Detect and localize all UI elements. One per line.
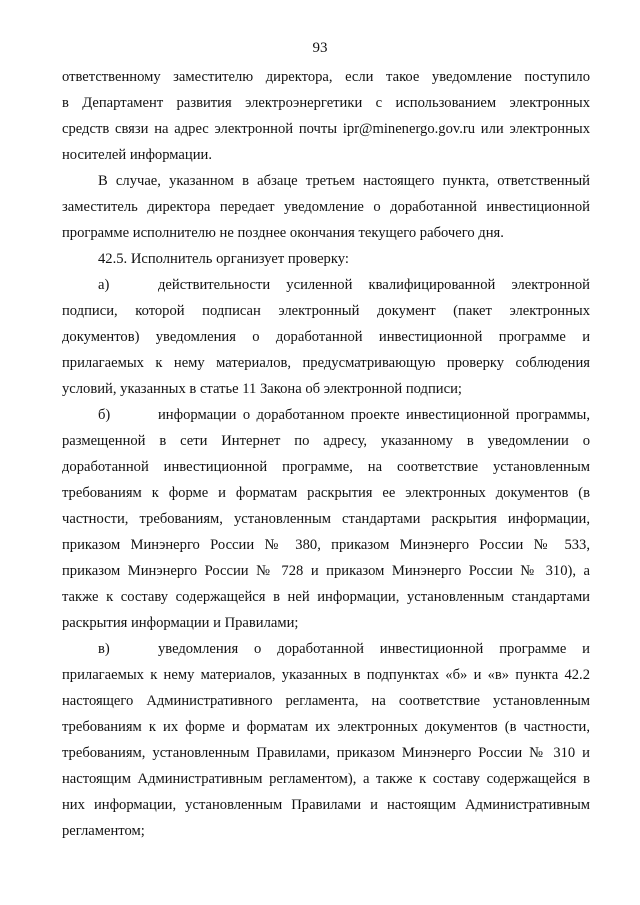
- list-item-a: [62, 272, 590, 402]
- list-item-label: а): [98, 277, 110, 293]
- text-line: настоящим Административным регламентом), а также к составу содержащейся в: [62, 771, 590, 787]
- text-line: подписи, которой подписан электронный документ (пакет электронных: [62, 303, 590, 319]
- text-line: размещенной в сети Интернет по адресу, указанному в уведомлении о: [62, 433, 590, 449]
- text-line: требованиям, установленным Правилами, приказом Минэнерго России № 310 и: [62, 745, 590, 761]
- text-line: требованиям к форме и форматам раскрытия ее электронных документов (в: [62, 485, 590, 501]
- text-line: 42.5. Исполнитель организует проверку:: [98, 251, 349, 267]
- text-line: [62, 636, 590, 662]
- text-line-content: уведомления о доработанной инвестиционной программе и: [158, 641, 590, 657]
- text-line: заместитель директора передает уведомление о доработанной инвестиционной: [62, 199, 590, 215]
- text-line: доработанной инвестиционной программе, на соответствие установленным: [62, 459, 590, 475]
- text-line: регламентом;: [62, 823, 145, 839]
- text-line-content: информации о доработанном проекте инвестиционной программы,: [158, 407, 590, 423]
- text-line: ответственному заместителю директора, если такое уведомление поступило: [62, 69, 590, 85]
- text-line: В случае, указанном в абзаце третьем настоящего пункта, ответственный: [98, 173, 590, 189]
- paragraph-notification-transfer: [62, 168, 590, 246]
- text-line: них информации, установленным Правилами и настоящим Административным: [62, 797, 590, 813]
- text-line: документов) уведомления о доработанной инвестиционной программе и: [62, 329, 590, 345]
- text-line: [62, 272, 590, 298]
- text-line: прилагаемых к нему материалов, предусматривающую проверку соблюдения: [62, 355, 590, 371]
- text-line: в Департамент развития электроэнергетики с использованием электронных: [62, 95, 590, 111]
- list-item-b: [62, 402, 590, 636]
- text-line: условий, указанных в статье 11 Закона об электронной подписи;: [62, 381, 462, 397]
- text-line: требованиям к их форме и форматам их электронных документов (в частности,: [62, 719, 590, 735]
- page-number: 93: [312, 40, 328, 56]
- text-line: программе исполнителю не позднее окончания текущего рабочего дня.: [62, 225, 504, 241]
- text-line: приказом Минэнерго России № 728 и приказом Минэнерго России № 310), а: [62, 563, 590, 579]
- text-line: раскрытия информации и Правилами;: [62, 615, 299, 631]
- text-line: частности, требованиям, установленным стандартами раскрытия информации,: [62, 511, 590, 527]
- text-line: [62, 402, 590, 428]
- text-line: средств связи на адрес электронной почты ipr@minenergo.gov.ru или электронных: [62, 121, 590, 137]
- text-line: прилагаемых к нему материалов, указанных в подпунктах «б» и «в» пункта 42.2: [62, 667, 590, 683]
- list-item-label: б): [98, 407, 111, 423]
- text-line: настоящего Административного регламента, на соответствие установленным: [62, 693, 590, 709]
- paragraph-clause-42-5: [62, 246, 590, 272]
- text-line: также к составу содержащейся в ней информации, установленным стандартами: [62, 589, 590, 605]
- document-body: [62, 64, 590, 844]
- text-line: приказом Минэнерго России № 380, приказом Минэнерго России № 533,: [62, 537, 590, 553]
- paragraph-continuation: [62, 64, 590, 168]
- text-line: носителей информации.: [62, 147, 212, 163]
- list-item-v: [62, 636, 590, 844]
- text-line-content: действительности усиленной квалифицированной электронной: [158, 277, 590, 293]
- list-item-label: в): [98, 641, 110, 657]
